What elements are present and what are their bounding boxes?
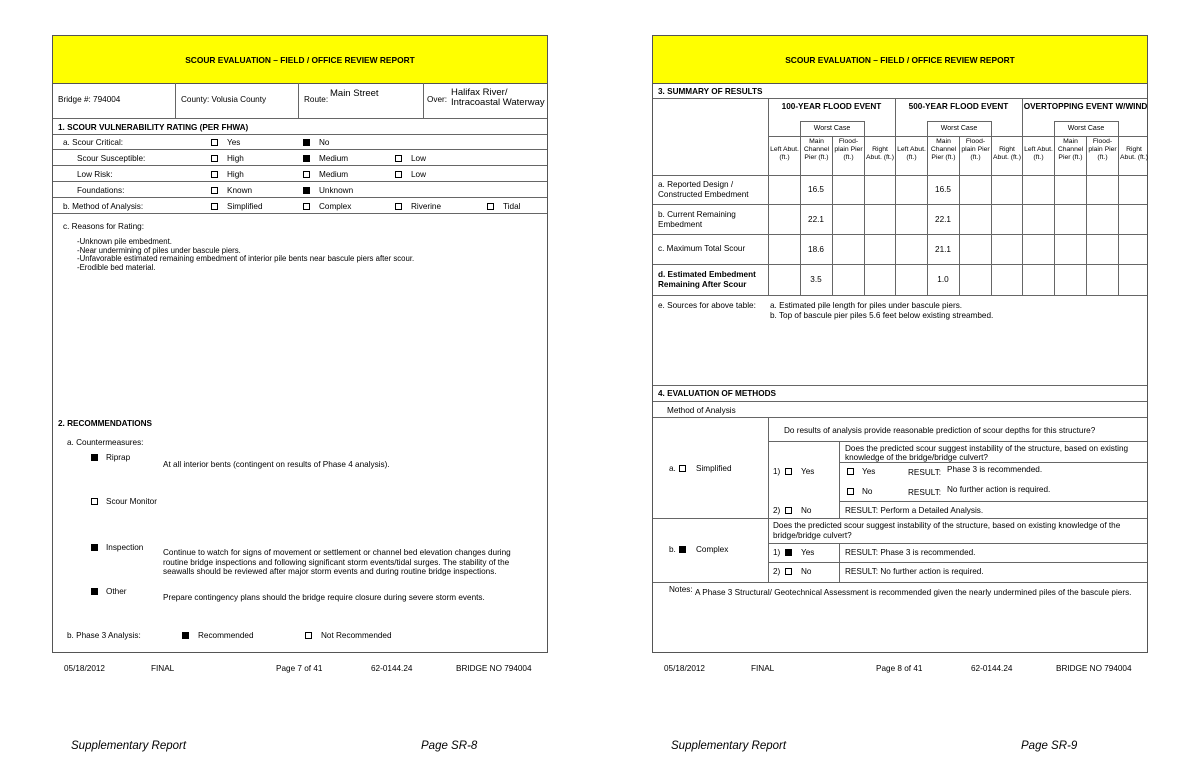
supplementary-report-label: Supplementary Report (71, 740, 187, 752)
other-label: Other (106, 587, 127, 596)
supplementary-page-label: Page SR-8 (421, 740, 478, 752)
other-text: Prepare contingency plans should the bridge require closure during severe storm events. (163, 593, 485, 602)
simplified-no-checkbox[interactable] (785, 507, 792, 514)
supplementary-page-label: Page SR-9 (1021, 740, 1078, 752)
footer-project: 62-0144.24 (371, 664, 413, 673)
report-title-banner: SCOUR EVALUATION – FIELD / OFFICE REVIEW REPORT (653, 36, 1147, 84)
source-item: b. Top of bascule pier piles 5.6 feet below existing streambed. (770, 311, 994, 320)
inspection-label: Inspection (106, 543, 144, 552)
simplified-label: Simplified (696, 464, 732, 473)
sources-list (770, 301, 993, 321)
reason-item: -Unknown pile embedment. (77, 237, 172, 246)
susceptible-high-checkbox[interactable] (211, 155, 218, 162)
reasonable-prediction-question: Do results of analysis provide reasonable prediction of scour depths for this structure? (784, 426, 1096, 435)
scour-critical-label: a. Scour Critical: (63, 138, 124, 147)
option-label: Low (411, 170, 427, 179)
value-100-current: 22.1 (808, 215, 824, 224)
source-item: a. Estimated pile length for piles under bascule piers. (770, 301, 963, 310)
option-label: Tidal (503, 202, 521, 211)
footer-date: 05/18/2012 (664, 664, 705, 673)
option-label: High (227, 170, 244, 179)
complex-instability-question: Does the predicted scour suggest instability of the structure, based on existing knowledge of the bridge/bridge culvert? (773, 521, 1121, 540)
event-overtopping: OVERTOPPING EVENT W/WIND (1023, 102, 1148, 111)
riprap-label: Riprap (106, 453, 131, 462)
col-head-right-abut: Right Abut. (ft.) (1120, 146, 1148, 161)
row-label-current-embedment: b. Current Remaining Embedment (658, 210, 736, 229)
worst-case-label: Worst Case (940, 125, 978, 132)
method-riverine-checkbox[interactable] (395, 203, 402, 210)
perform-detailed-analysis-text: RESULT: Perform a Detailed Analysis. (845, 506, 984, 515)
complex-result-yes: RESULT: Phase 3 is recommended. (845, 548, 976, 557)
scour-monitor-checkbox[interactable] (91, 498, 98, 505)
method-of-analysis-label: Method of Analysis (667, 406, 736, 415)
value-500-scour: 21.1 (935, 245, 951, 254)
method-tidal-checkbox[interactable] (487, 203, 494, 210)
complex-label-letter: b. (669, 545, 676, 554)
method-complex-checkbox[interactable] (303, 203, 310, 210)
susceptible-low-checkbox[interactable] (395, 155, 402, 162)
col-head-floodplain: Flood-plain Pier (ft.) (1088, 138, 1117, 161)
section-2-title: 2. RECOMMENDATIONS (58, 419, 153, 428)
reason-item: -Near undermining of piles under bascule piers. (77, 245, 241, 255)
over-label: Over: (427, 95, 448, 104)
option-label: Complex (319, 202, 352, 211)
other-checkbox[interactable] (91, 588, 98, 595)
scour-susceptible-label: Scour Susceptible: (77, 154, 146, 163)
lowrisk-high-checkbox[interactable] (211, 171, 218, 178)
col-head-main-channel: Main Channel Pier (ft.) (803, 138, 830, 161)
value-500-design: 16.5 (935, 185, 951, 194)
instability-no-checkbox[interactable] (847, 488, 854, 495)
scour-critical-no-checkbox[interactable] (303, 139, 310, 146)
footer-status: FINAL (151, 664, 175, 673)
sources-label: e. Sources for above table: (658, 301, 756, 310)
option-label: Simplified (227, 202, 263, 211)
reason-item: -Erodible bed material. (77, 262, 156, 272)
reasons-label: c. Reasons for Rating: (63, 222, 145, 231)
lowrisk-low-checkbox[interactable] (395, 171, 402, 178)
option-label: Yes (227, 138, 241, 147)
foundations-known-checkbox[interactable] (211, 187, 218, 194)
footer-date: 05/18/2012 (64, 664, 105, 673)
phase3-not-recommended-checkbox[interactable] (305, 632, 312, 639)
col-head-left-abut: Left Abut. (ft.) (1024, 146, 1053, 161)
section-3-title: 3. SUMMARY OF RESULTS (658, 87, 763, 96)
section-4-title: 4. EVALUATION OF METHODS (658, 389, 776, 398)
report-title-banner: SCOUR EVALUATION – FIELD / OFFICE REVIEW REPORT (53, 36, 547, 84)
value-500-current: 22.1 (935, 215, 951, 224)
result-label: RESULT: (908, 488, 942, 497)
scour-critical-yes-checkbox[interactable] (211, 139, 218, 146)
complex-result-no: RESULT: No further action is required. (845, 567, 984, 576)
no-number: 2) (773, 506, 781, 515)
scour-monitor-label: Scour Monitor (106, 497, 157, 506)
method-simplified-checkbox[interactable] (211, 203, 218, 210)
low-risk-label: Low Risk: (77, 170, 113, 179)
result-no-text: No further action is required. (947, 485, 1051, 494)
complex-yes-checkbox[interactable] (785, 549, 792, 556)
option-label: No (319, 138, 330, 147)
option-label: Medium (319, 154, 349, 163)
report-page-8 (652, 35, 1148, 653)
foundations-unknown-checkbox[interactable] (303, 187, 310, 194)
footer-project: 62-0144.24 (971, 664, 1013, 673)
inspection-checkbox[interactable] (91, 544, 98, 551)
option-label: Known (227, 186, 253, 195)
phase3-label: b. Phase 3 Analysis: (67, 631, 141, 640)
instability-question: Does the predicted scour suggest instability of the structure, based on existing knowledge of the bridge/bridge culvert? (845, 444, 1129, 462)
no-number: 2) (773, 567, 781, 576)
complex-no-checkbox[interactable] (785, 568, 792, 575)
option-label: Unknown (319, 186, 354, 195)
col-head-left-abut: Left Abut. (ft.) (770, 146, 799, 161)
countermeasures-label: a. Countermeasures: (67, 438, 144, 447)
supplementary-report-label: Supplementary Report (671, 740, 787, 752)
footer-page: Page 8 of 41 (876, 664, 923, 673)
row-label-design-embedment: a. Reported Design / Constructed Embedment (658, 180, 749, 199)
row-label-max-scour: c. Maximum Total Scour (658, 244, 746, 253)
option-label: High (227, 154, 244, 163)
yes-number: 1) (773, 467, 781, 476)
method-analysis-label: b. Method of Analysis: (63, 202, 144, 211)
col-head-right-abut: Right Abut. (ft.) (866, 146, 894, 161)
notes-label: Notes: (669, 585, 693, 594)
value-500-remaining: 1.0 (937, 275, 949, 284)
complex-checkbox[interactable] (679, 546, 686, 553)
phase3-recommended-checkbox[interactable] (182, 632, 189, 639)
option-label: Medium (319, 170, 349, 179)
bridge-number: Bridge #: 794004 (58, 95, 121, 104)
col-head-floodplain: Flood-plain Pier (ft.) (961, 138, 990, 161)
footer-bridge: BRIDGE NO 794004 (456, 664, 532, 673)
lowrisk-medium-checkbox[interactable] (303, 171, 310, 178)
reasons-list (77, 238, 414, 272)
col-head-left-abut: Left Abut. (ft.) (897, 146, 926, 161)
notes-text: A Phase 3 Structural/ Geotechnical Assessment is recommended given the nearly undermined piles of the bascule piers. (695, 588, 1132, 597)
result-yes-text: Phase 3 is recommended. (947, 465, 1043, 474)
event-500-year: 500-YEAR FLOOD EVENT (908, 102, 1009, 111)
report-page-7 (52, 35, 548, 653)
phase3-not-recommended-label: Not Recommended (321, 631, 392, 640)
riprap-text: At all interior bents (contingent on results of Phase 4 analysis). (163, 460, 390, 469)
col-head-floodplain: Flood-plain Pier (ft.) (834, 138, 863, 161)
yes-label: Yes (801, 467, 815, 476)
worst-case-label: Worst Case (1067, 125, 1105, 132)
no-label: No (801, 506, 812, 515)
footer-bridge: BRIDGE NO 794004 (1056, 664, 1132, 673)
worst-case-label: Worst Case (813, 125, 851, 132)
value-100-scour: 18.6 (808, 245, 824, 254)
col-head-right-abut: Right Abut. (ft.) (993, 146, 1021, 161)
route-value: Main Street (330, 88, 379, 99)
riprap-checkbox[interactable] (91, 454, 98, 461)
yes-number: 1) (773, 548, 781, 557)
route-label: Route: (304, 95, 329, 104)
value-100-design: 16.5 (808, 185, 824, 194)
option-label: Low (411, 154, 427, 163)
value-100-remaining: 3.5 (810, 275, 822, 284)
result-label: RESULT: (908, 468, 942, 477)
over-value: Halifax River/ Intracoastal Waterway (451, 88, 545, 108)
phase3-recommended-label: Recommended (198, 631, 254, 640)
yes-label: Yes (862, 467, 876, 476)
inspection-text: Continue to watch for signs of movement or settlement or channel bed elevation changes during routine bridge inspections and following significant storm events/tidal surges. The stability of the seawalls should be reviewed after major storm events and during routine bridge inspections. (163, 548, 511, 576)
section-1-title: 1. SCOUR VULNERABILITY RATING (PER FHWA) (58, 123, 249, 132)
yes-label: Yes (801, 548, 815, 557)
foundations-label: Foundations: (77, 186, 125, 195)
row-label-remaining-embedment: d. Estimated Embedment Remaining After Scour (658, 270, 756, 289)
simplified-yes-checkbox[interactable] (785, 468, 792, 475)
col-head-main-channel: Main Channel Pier (ft.) (1057, 138, 1084, 161)
complex-label: Complex (696, 545, 729, 554)
no-label: No (862, 487, 873, 496)
instability-yes-checkbox[interactable] (847, 468, 854, 475)
no-label: No (801, 567, 812, 576)
event-100-year: 100-YEAR FLOOD EVENT (781, 102, 882, 111)
reason-item: -Unfavorable estimated remaining embedment of interior pile bents near bascule piers after scour. (77, 254, 415, 263)
simplified-label-letter: a. (669, 464, 676, 473)
simplified-checkbox[interactable] (679, 465, 686, 472)
susceptible-medium-checkbox[interactable] (303, 155, 310, 162)
col-head-main-channel: Main Channel Pier (ft.) (930, 138, 957, 161)
footer-page: Page 7 of 41 (276, 664, 323, 673)
footer-status: FINAL (751, 664, 775, 673)
option-label: Riverine (411, 202, 442, 211)
county: County: Volusia County (181, 95, 267, 104)
